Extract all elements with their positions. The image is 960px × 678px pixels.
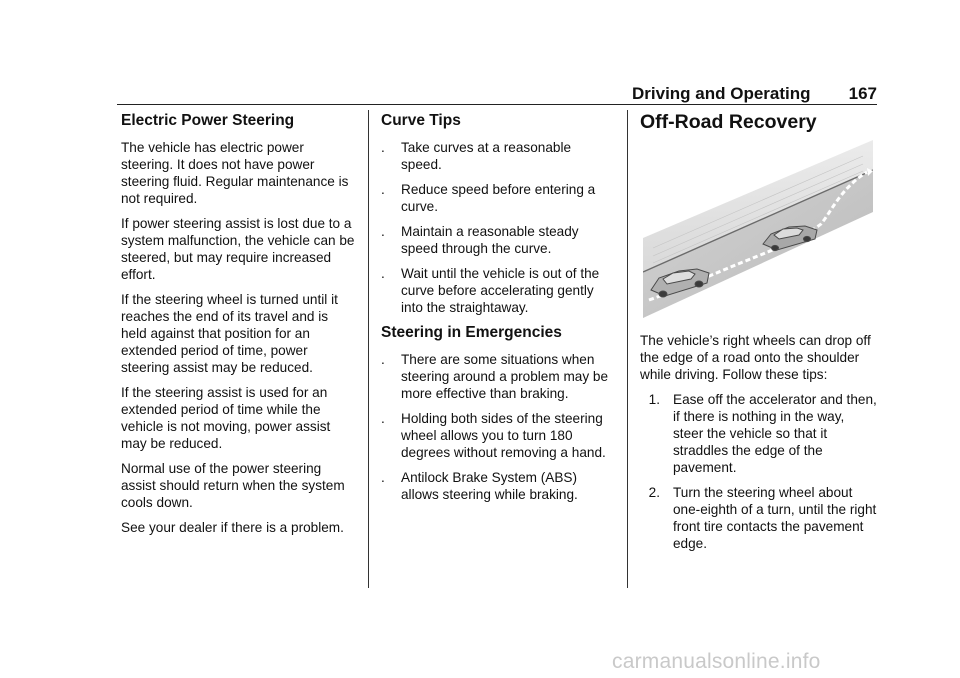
bullet-marker: .: [381, 411, 385, 426]
step-text: Turn the steering wheel about one-eighth of a turn, until the right front tire contacts the pavement edge.: [673, 485, 877, 551]
step-number: 2.: [648, 485, 660, 500]
list-item: [381, 469, 615, 503]
bullet-marker: .: [381, 182, 385, 197]
list-item: [381, 351, 615, 402]
page-number: 167: [848, 84, 877, 103]
bullet-marker: .: [381, 352, 385, 367]
list-item-text: Take curves at a reasonable speed.: [401, 140, 572, 172]
column-curve-tips: [381, 110, 615, 511]
list-item: [381, 223, 615, 257]
bullet-list: [381, 139, 615, 316]
bullet-marker: .: [381, 470, 385, 485]
list-item: [381, 181, 615, 215]
section-heading: Curve Tips: [381, 112, 461, 129]
paragraph: The vehicle has electric power steering. It does not have power steering fluid. Regular maintenance is not required.: [121, 140, 349, 206]
list-item: [640, 391, 878, 476]
list-item: [381, 265, 615, 316]
off-road-recovery-illustration: [643, 140, 873, 318]
running-header: [632, 84, 877, 104]
bullet-marker: .: [381, 224, 385, 239]
list-item-text: There are some situations when steering around a problem may be more effective than braking.: [401, 352, 609, 401]
list-item-text: Reduce speed before entering a curve.: [401, 182, 596, 214]
list-item: [381, 139, 615, 173]
section-title: Driving and Operating: [632, 84, 811, 103]
step-number: 1.: [648, 392, 660, 407]
list-item: [640, 484, 878, 552]
paragraph: If the steering assist is used for an extended period of time while the vehicle is not moving, power assist may be reduced.: [121, 385, 331, 451]
column-divider: [368, 110, 369, 588]
paragraph: If power steering assist is lost due to a system malfunction, the vehicle can be steered, but may require increased effort.: [121, 216, 355, 282]
list-item-text: Holding both sides of the steering wheel allows you to turn 180 degrees without removing a hand.: [401, 411, 606, 460]
list-item-text: Wait until the vehicle is out of the curve before accelerating gently into the straightaway.: [401, 266, 600, 315]
paragraph: Normal use of the power steering assist should return when the system cools down.: [121, 461, 345, 510]
step-text: Ease off the accelerator and then, if there is nothing in the way, steer the vehicle so that it straddles the edge of the pavement.: [673, 392, 877, 475]
intro-paragraph: The vehicle’s right wheels can drop off the edge of a road onto the shoulder while driving. Follow these tips:: [640, 333, 871, 382]
section-heading: Steering in Emergencies: [381, 324, 562, 341]
list-item: [381, 410, 615, 461]
watermark: carmanualsonline.info: [612, 650, 821, 673]
page-title: Off-Road Recovery: [640, 111, 817, 133]
bullet-marker: .: [381, 266, 385, 281]
column-divider: [627, 110, 628, 588]
list-item-text: Antilock Brake System (ABS) allows steering while braking.: [401, 470, 578, 502]
paragraph: If the steering wheel is turned until it reaches the end of its travel and is held against that position for an extended period of time, power steering assist may be reduced.: [121, 292, 338, 375]
bullet-marker: .: [381, 140, 385, 155]
list-item-text: Maintain a reasonable steady speed through the curve.: [401, 224, 579, 256]
header-rule: [117, 104, 877, 105]
paragraph: See your dealer if there is a problem.: [121, 520, 344, 535]
bullet-list: [381, 351, 615, 503]
numbered-list: [640, 391, 878, 552]
section-heading: Electric Power Steering: [121, 112, 295, 129]
column-off-road-recovery: [640, 110, 878, 560]
column-electric-power-steering: [121, 110, 357, 544]
